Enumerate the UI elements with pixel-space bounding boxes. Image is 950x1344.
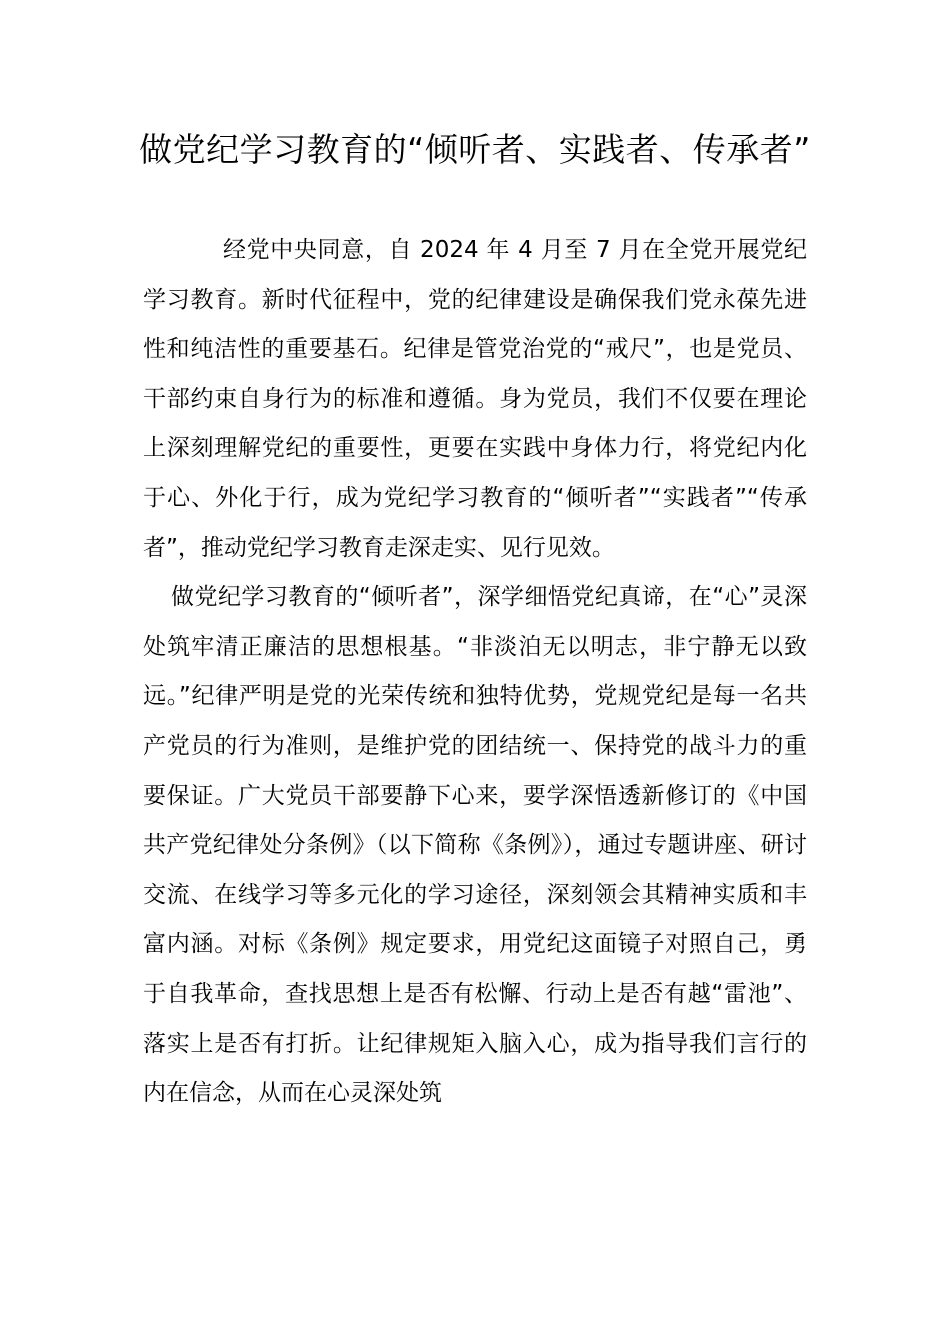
paragraph-listener: 做党纪学习教育的“倾听者”，深学细悟党纪真谛，在“心”灵深处筑牢清正廉洁的思想根基。“非淡泊无以明志，非宁静无以致远。”纪律严明是党的光荣传统和独特优势，党规党纪是每一名共产党员的行为准则，是维护党的团结统一、保持党的战斗力的重要保证。广大党员干部要静下心来，要学深悟透新修订的《中国共产党纪律处分条例》（以下简称《条例》），通过专题讲座、研讨交流、在线学习等多元化的学习途径，深刻领会其精神实质和丰富内涵。对标《条例》规定要求，用党纪这面镜子对照自己，勇于自我革命，查找思想上是否有松懈、行动上是否有越“雷池”、落实上是否有打折。让纪律规矩入脑入心，成为指导我们言行的内在信念，从而在心灵深处筑: [143, 584, 807, 1107]
document-title: 做党纪学习教育的“倾听者、实践者、传承者”: [139, 130, 811, 169]
document-body: [143, 226, 807, 1119]
paragraph-intro: 经党中央同意，自 2024 年 4 月至 7 月在全党开展党纪学习教育。新时代征程中，党的纪律建设是确保我们党永葆先进性和纯洁性的重要基石。纪律是管党治党的“戒尺”，也是党员、干部约束自身行为的标准和遵循。身为党员，我们不仅要在理论上深刻理解党纪的重要性，更要在实践中身体力行，将党纪内化于心、外化于行，成为党纪学习教育的“倾听者”“实践者”“传承者”，推动党纪学习教育走深走实、见行见效。: [143, 237, 807, 561]
